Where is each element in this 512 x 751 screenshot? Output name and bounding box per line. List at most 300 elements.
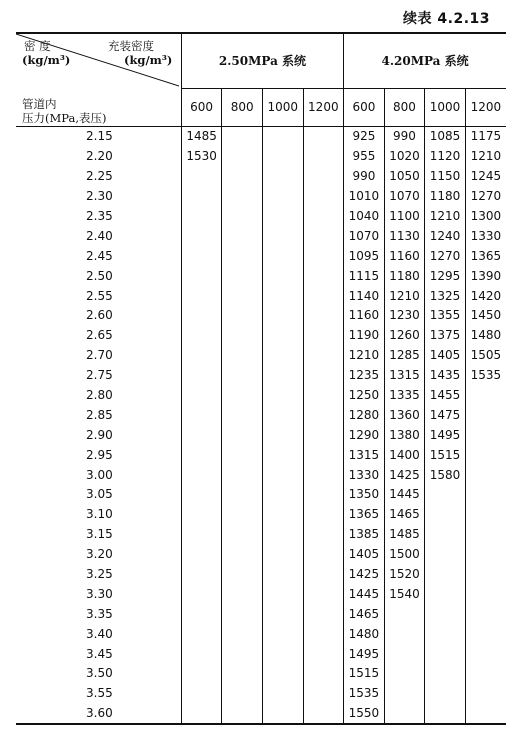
- value-cell-4-20: 1515: [425, 445, 466, 465]
- value-cell-2-50: [222, 146, 263, 166]
- value-cell-2-50: [262, 465, 303, 485]
- value-cell-4-20: 1550: [344, 703, 385, 724]
- pressure-cell: 2.85: [86, 407, 113, 422]
- value-cell-4-20: 1350: [344, 485, 385, 505]
- value-cell-4-20: 1260: [384, 325, 425, 345]
- value-cell-2-50: [303, 524, 344, 544]
- value-cell-2-50: [303, 544, 344, 564]
- value-cell-2-50: [303, 186, 344, 206]
- value-cell-2-50: [262, 683, 303, 703]
- value-cell-4-20: 1270: [465, 186, 506, 206]
- value-cell-2-50: [181, 166, 222, 186]
- pressure-cell: 3.50: [86, 666, 113, 681]
- table-row: [16, 703, 506, 724]
- value-cell-4-20: [465, 385, 506, 405]
- value-cell-4-20: 1175: [465, 126, 506, 146]
- value-cell-4-20: 1285: [384, 345, 425, 365]
- value-cell-2-50: [303, 166, 344, 186]
- value-cell-4-20: 1355: [425, 306, 466, 326]
- value-cell-4-20: 1535: [465, 365, 506, 385]
- value-cell-2-50: [303, 206, 344, 226]
- value-cell-2-50: [262, 703, 303, 724]
- value-cell-4-20: 1115: [344, 266, 385, 286]
- density-header-2-50-600: 600: [181, 88, 222, 126]
- table-row: [16, 385, 506, 405]
- value-cell-2-50: [181, 405, 222, 425]
- value-cell-4-20: 1325: [425, 286, 466, 306]
- value-cell-2-50: [222, 166, 263, 186]
- value-cell-2-50: [262, 186, 303, 206]
- value-cell-4-20: 1020: [384, 146, 425, 166]
- density-header-2-50-800: 800: [222, 88, 263, 126]
- value-cell-2-50: [262, 385, 303, 405]
- value-cell-4-20: 1270: [425, 246, 466, 266]
- value-cell-2-50: [303, 385, 344, 405]
- value-cell-2-50: [222, 246, 263, 266]
- density-header-2-50-1000: 1000: [262, 88, 303, 126]
- table-row: [16, 445, 506, 465]
- value-cell-4-20: 1485: [384, 524, 425, 544]
- value-cell-2-50: [222, 445, 263, 465]
- value-cell-2-50: [303, 624, 344, 644]
- value-cell-4-20: 1315: [344, 445, 385, 465]
- value-cell-2-50: [262, 286, 303, 306]
- value-cell-4-20: 1405: [344, 544, 385, 564]
- pressure-cell: 2.65: [86, 328, 113, 343]
- value-cell-4-20: [465, 683, 506, 703]
- pressure-cell: 2.75: [86, 368, 113, 383]
- value-cell-2-50: [181, 564, 222, 584]
- table-row: [16, 266, 506, 286]
- value-cell-2-50: [222, 306, 263, 326]
- value-cell-2-50: [262, 644, 303, 664]
- pressure-cell: 3.40: [86, 626, 113, 641]
- value-cell-4-20: [384, 664, 425, 684]
- value-cell-4-20: 1400: [384, 445, 425, 465]
- value-cell-4-20: 1330: [344, 465, 385, 485]
- table-row: [16, 664, 506, 684]
- value-cell-4-20: 1450: [465, 306, 506, 326]
- value-cell-4-20: 1280: [344, 405, 385, 425]
- pressure-cell: 3.35: [86, 606, 113, 621]
- value-cell-4-20: 1435: [425, 365, 466, 385]
- value-cell-2-50: [262, 604, 303, 624]
- value-cell-4-20: 1425: [344, 564, 385, 584]
- density-header-4-20-600: 600: [344, 88, 385, 126]
- value-cell-4-20: 1210: [465, 146, 506, 166]
- value-cell-2-50: [303, 485, 344, 505]
- value-cell-4-20: 1230: [384, 306, 425, 326]
- value-cell-2-50: [262, 445, 303, 465]
- value-cell-2-50: [303, 405, 344, 425]
- header-pipe-label: 管道内: [22, 97, 57, 111]
- value-cell-4-20: 1365: [465, 246, 506, 266]
- value-cell-4-20: 1070: [344, 226, 385, 246]
- pressure-cell: 2.20: [86, 149, 113, 164]
- table-row: [16, 644, 506, 664]
- value-cell-4-20: 1295: [425, 266, 466, 286]
- value-cell-4-20: 1315: [384, 365, 425, 385]
- value-cell-2-50: [303, 246, 344, 266]
- pressure-cell: 2.40: [86, 228, 113, 243]
- value-cell-4-20: [425, 644, 466, 664]
- pressure-cell: 3.00: [86, 467, 113, 482]
- pressure-cell: 2.55: [86, 288, 113, 303]
- value-cell-4-20: 1245: [465, 166, 506, 186]
- value-cell-4-20: [425, 544, 466, 564]
- table-row: [16, 146, 506, 166]
- value-cell-2-50: [222, 206, 263, 226]
- pressure-cell: 2.35: [86, 209, 113, 223]
- value-cell-2-50: [262, 544, 303, 564]
- value-cell-2-50: [222, 564, 263, 584]
- value-cell-4-20: [425, 683, 466, 703]
- value-cell-4-20: [465, 465, 506, 485]
- value-cell-2-50: [303, 126, 344, 146]
- value-cell-4-20: [384, 644, 425, 664]
- value-cell-4-20: 1250: [344, 385, 385, 405]
- pressure-cell: 2.90: [86, 427, 113, 442]
- group-header-2-50mpa: 2.50MPa 系统: [181, 33, 343, 88]
- value-cell-4-20: 990: [344, 166, 385, 186]
- value-cell-4-20: 925: [344, 126, 385, 146]
- pressure-cell: 3.60: [16, 703, 181, 724]
- value-cell-4-20: [425, 524, 466, 544]
- value-cell-2-50: [303, 365, 344, 385]
- value-cell-4-20: 1085: [425, 126, 466, 146]
- value-cell-4-20: 1480: [344, 624, 385, 644]
- value-cell-4-20: 1535: [344, 683, 385, 703]
- value-cell-2-50: [262, 206, 303, 226]
- pressure-cell: 2.15: [86, 129, 113, 144]
- value-cell-2-50: [303, 504, 344, 524]
- table-row: [16, 624, 506, 644]
- value-cell-2-50: [303, 345, 344, 365]
- table-row: [16, 564, 506, 584]
- value-cell-4-20: 1390: [465, 266, 506, 286]
- value-cell-2-50: [181, 703, 222, 724]
- value-cell-4-20: 1140: [344, 286, 385, 306]
- density-header-2-50-1200: 1200: [303, 88, 344, 126]
- value-cell-2-50: 1485: [181, 126, 222, 146]
- value-cell-2-50: [222, 226, 263, 246]
- value-cell-4-20: 1040: [344, 206, 385, 226]
- value-cell-2-50: [262, 624, 303, 644]
- value-cell-2-50: [303, 146, 344, 166]
- value-cell-4-20: [465, 524, 506, 544]
- value-cell-4-20: 1425: [384, 465, 425, 485]
- value-cell-2-50: [222, 365, 263, 385]
- density-header-4-20-800: 800: [384, 88, 425, 126]
- pressure-cell: 2.95: [86, 447, 113, 462]
- value-cell-2-50: [303, 286, 344, 306]
- pressure-cell: 2.70: [86, 348, 113, 363]
- table-row: [16, 286, 506, 306]
- value-cell-2-50: [181, 325, 222, 345]
- value-cell-4-20: 1160: [344, 306, 385, 326]
- value-cell-4-20: 1515: [344, 664, 385, 684]
- value-cell-2-50: [222, 286, 263, 306]
- value-cell-2-50: [262, 524, 303, 544]
- value-cell-4-20: [425, 504, 466, 524]
- value-cell-2-50: [222, 186, 263, 206]
- value-cell-4-20: 1210: [384, 286, 425, 306]
- value-cell-2-50: [181, 345, 222, 365]
- value-cell-2-50: [262, 485, 303, 505]
- value-cell-2-50: [222, 325, 263, 345]
- value-cell-4-20: 1505: [465, 345, 506, 365]
- value-cell-4-20: 1580: [425, 465, 466, 485]
- value-cell-2-50: [222, 644, 263, 664]
- value-cell-2-50: [222, 385, 263, 405]
- header-pressure-label: 压力(MPa,表压): [22, 111, 107, 125]
- value-cell-2-50: [262, 564, 303, 584]
- value-cell-4-20: 1100: [384, 206, 425, 226]
- value-cell-4-20: 1290: [344, 425, 385, 445]
- value-cell-4-20: 1335: [384, 385, 425, 405]
- table-row: [16, 226, 506, 246]
- value-cell-2-50: [181, 465, 222, 485]
- value-cell-4-20: 1160: [384, 246, 425, 266]
- value-cell-4-20: 1495: [425, 425, 466, 445]
- pressure-cell: 3.45: [86, 646, 113, 661]
- value-cell-4-20: 1365: [344, 504, 385, 524]
- value-cell-2-50: [181, 683, 222, 703]
- value-cell-4-20: 1420: [465, 286, 506, 306]
- value-cell-4-20: 955: [344, 146, 385, 166]
- value-cell-4-20: 1240: [425, 226, 466, 246]
- value-cell-2-50: [303, 664, 344, 684]
- value-cell-2-50: [181, 266, 222, 286]
- value-cell-2-50: [303, 564, 344, 584]
- pressure-cell: 3.55: [86, 686, 113, 701]
- value-cell-4-20: [465, 504, 506, 524]
- value-cell-2-50: [303, 325, 344, 345]
- value-cell-4-20: 1150: [425, 166, 466, 186]
- value-cell-2-50: [222, 584, 263, 604]
- table-row: [16, 365, 506, 385]
- value-cell-2-50: [303, 425, 344, 445]
- group-header-4-20mpa: 4.20MPa 系统: [344, 33, 506, 88]
- value-cell-4-20: 1375: [425, 325, 466, 345]
- value-cell-2-50: [222, 465, 263, 485]
- table-row: [16, 306, 506, 326]
- value-cell-4-20: 1465: [344, 604, 385, 624]
- table-row: [16, 504, 506, 524]
- header-density-unit: (kg/m³): [22, 53, 71, 67]
- value-cell-2-50: [262, 126, 303, 146]
- value-cell-4-20: [384, 624, 425, 644]
- value-cell-4-20: [425, 584, 466, 604]
- pressure-cell: 2.50: [86, 268, 113, 283]
- value-cell-4-20: [465, 564, 506, 584]
- value-cell-2-50: [262, 166, 303, 186]
- value-cell-4-20: [384, 703, 425, 724]
- value-cell-2-50: [222, 624, 263, 644]
- value-cell-2-50: [262, 345, 303, 365]
- table-row: [16, 584, 506, 604]
- pressure-cell: 3.30: [86, 586, 113, 601]
- value-cell-4-20: [425, 485, 466, 505]
- value-cell-4-20: [465, 405, 506, 425]
- value-cell-2-50: [303, 226, 344, 246]
- value-cell-4-20: 1495: [344, 644, 385, 664]
- value-cell-2-50: [222, 703, 263, 724]
- value-cell-2-50: [181, 226, 222, 246]
- pressure-cell: 3.15: [86, 527, 113, 542]
- value-cell-2-50: [303, 266, 344, 286]
- value-cell-2-50: [181, 504, 222, 524]
- value-cell-4-20: 1050: [384, 166, 425, 186]
- table-row: [16, 465, 506, 485]
- value-cell-2-50: [222, 266, 263, 286]
- value-cell-4-20: [425, 664, 466, 684]
- value-cell-2-50: [181, 664, 222, 684]
- header-density-label: 密 度: [24, 39, 51, 53]
- value-cell-2-50: [181, 445, 222, 465]
- value-cell-2-50: [181, 385, 222, 405]
- pressure-cell: 2.25: [86, 169, 113, 184]
- value-cell-4-20: 1190: [344, 325, 385, 345]
- value-cell-2-50: [303, 604, 344, 624]
- pressure-cell: 2.80: [86, 388, 113, 403]
- pressure-cell: 2.45: [86, 248, 113, 263]
- table-row: [16, 166, 506, 186]
- density-header-4-20-1000: 1000: [425, 88, 466, 126]
- value-cell-2-50: [222, 664, 263, 684]
- value-cell-4-20: 1380: [384, 425, 425, 445]
- value-cell-2-50: [303, 703, 344, 724]
- value-cell-4-20: 1095: [344, 246, 385, 266]
- value-cell-4-20: [425, 703, 466, 724]
- value-cell-4-20: 1180: [384, 266, 425, 286]
- value-cell-2-50: [262, 246, 303, 266]
- value-cell-4-20: 1385: [344, 524, 385, 544]
- header-fill-density-unit: (kg/m³): [124, 53, 173, 67]
- value-cell-4-20: 1520: [384, 564, 425, 584]
- value-cell-4-20: [465, 485, 506, 505]
- table-row: [16, 485, 506, 505]
- pressure-cell: 2.60: [86, 308, 113, 323]
- value-cell-2-50: [303, 683, 344, 703]
- value-cell-4-20: [425, 604, 466, 624]
- pressure-cell: 3.20: [86, 547, 113, 562]
- value-cell-2-50: [222, 425, 263, 445]
- pressure-cell: 3.10: [86, 507, 113, 522]
- value-cell-2-50: [262, 306, 303, 326]
- value-cell-2-50: [222, 405, 263, 425]
- value-cell-4-20: 1475: [425, 405, 466, 425]
- value-cell-4-20: 1130: [384, 226, 425, 246]
- value-cell-4-20: 1405: [425, 345, 466, 365]
- value-cell-4-20: [465, 664, 506, 684]
- value-cell-2-50: [303, 445, 344, 465]
- table-row: [16, 524, 506, 544]
- header-fill-density-label: 充装密度: [108, 39, 154, 53]
- value-cell-2-50: [262, 584, 303, 604]
- density-header-4-20-1200: 1200: [465, 88, 506, 126]
- value-cell-2-50: [262, 325, 303, 345]
- value-cell-4-20: 1300: [465, 206, 506, 226]
- table-row: [16, 604, 506, 624]
- value-cell-2-50: [181, 286, 222, 306]
- value-cell-4-20: [465, 644, 506, 664]
- value-cell-2-50: [222, 544, 263, 564]
- value-cell-2-50: [181, 206, 222, 226]
- value-cell-4-20: 1500: [384, 544, 425, 564]
- value-cell-2-50: [222, 604, 263, 624]
- diagonal-header-cell: [16, 33, 181, 126]
- value-cell-4-20: 1360: [384, 405, 425, 425]
- value-cell-4-20: 1445: [344, 584, 385, 604]
- value-cell-4-20: [425, 624, 466, 644]
- table-caption: 续表 4.2.13: [403, 11, 490, 27]
- value-cell-2-50: [222, 485, 263, 505]
- value-cell-2-50: [262, 365, 303, 385]
- value-cell-2-50: [181, 365, 222, 385]
- value-cell-2-50: [262, 226, 303, 246]
- value-cell-4-20: [465, 584, 506, 604]
- value-cell-2-50: [222, 345, 263, 365]
- value-cell-2-50: [303, 644, 344, 664]
- value-cell-2-50: [222, 504, 263, 524]
- table-row: [16, 246, 506, 266]
- value-cell-4-20: 1180: [425, 186, 466, 206]
- pressure-cell: 3.25: [86, 567, 113, 582]
- value-cell-2-50: [303, 306, 344, 326]
- value-cell-2-50: [262, 405, 303, 425]
- value-cell-2-50: [181, 246, 222, 266]
- value-cell-2-50: [303, 465, 344, 485]
- value-cell-4-20: [384, 604, 425, 624]
- value-cell-4-20: 1010: [344, 186, 385, 206]
- value-cell-4-20: 1235: [344, 365, 385, 385]
- value-cell-4-20: 1330: [465, 226, 506, 246]
- pressure-cell: 3.05: [86, 487, 113, 502]
- value-cell-4-20: 1070: [384, 186, 425, 206]
- pressure-density-table: [16, 32, 506, 725]
- table-row: [16, 425, 506, 445]
- table-row: [16, 345, 506, 365]
- value-cell-2-50: [181, 485, 222, 505]
- table-row: [16, 683, 506, 703]
- value-cell-4-20: [425, 564, 466, 584]
- value-cell-2-50: [181, 524, 222, 544]
- pressure-cell: 2.30: [86, 189, 113, 204]
- value-cell-2-50: [303, 584, 344, 604]
- value-cell-4-20: 1465: [384, 504, 425, 524]
- value-cell-2-50: [181, 644, 222, 664]
- value-cell-2-50: [181, 186, 222, 206]
- table-row: [16, 126, 506, 146]
- table-row: [16, 206, 506, 226]
- value-cell-4-20: 1480: [465, 325, 506, 345]
- value-cell-4-20: [465, 703, 506, 724]
- value-cell-4-20: 1120: [425, 146, 466, 166]
- value-cell-2-50: [181, 306, 222, 326]
- value-cell-4-20: 1210: [344, 345, 385, 365]
- value-cell-2-50: [222, 683, 263, 703]
- value-cell-2-50: [181, 604, 222, 624]
- table-row: [16, 544, 506, 564]
- table-row: [16, 325, 506, 345]
- table-row: [16, 186, 506, 206]
- value-cell-2-50: [222, 524, 263, 544]
- value-cell-2-50: [181, 624, 222, 644]
- value-cell-4-20: 1210: [425, 206, 466, 226]
- value-cell-2-50: [181, 584, 222, 604]
- value-cell-4-20: 1455: [425, 385, 466, 405]
